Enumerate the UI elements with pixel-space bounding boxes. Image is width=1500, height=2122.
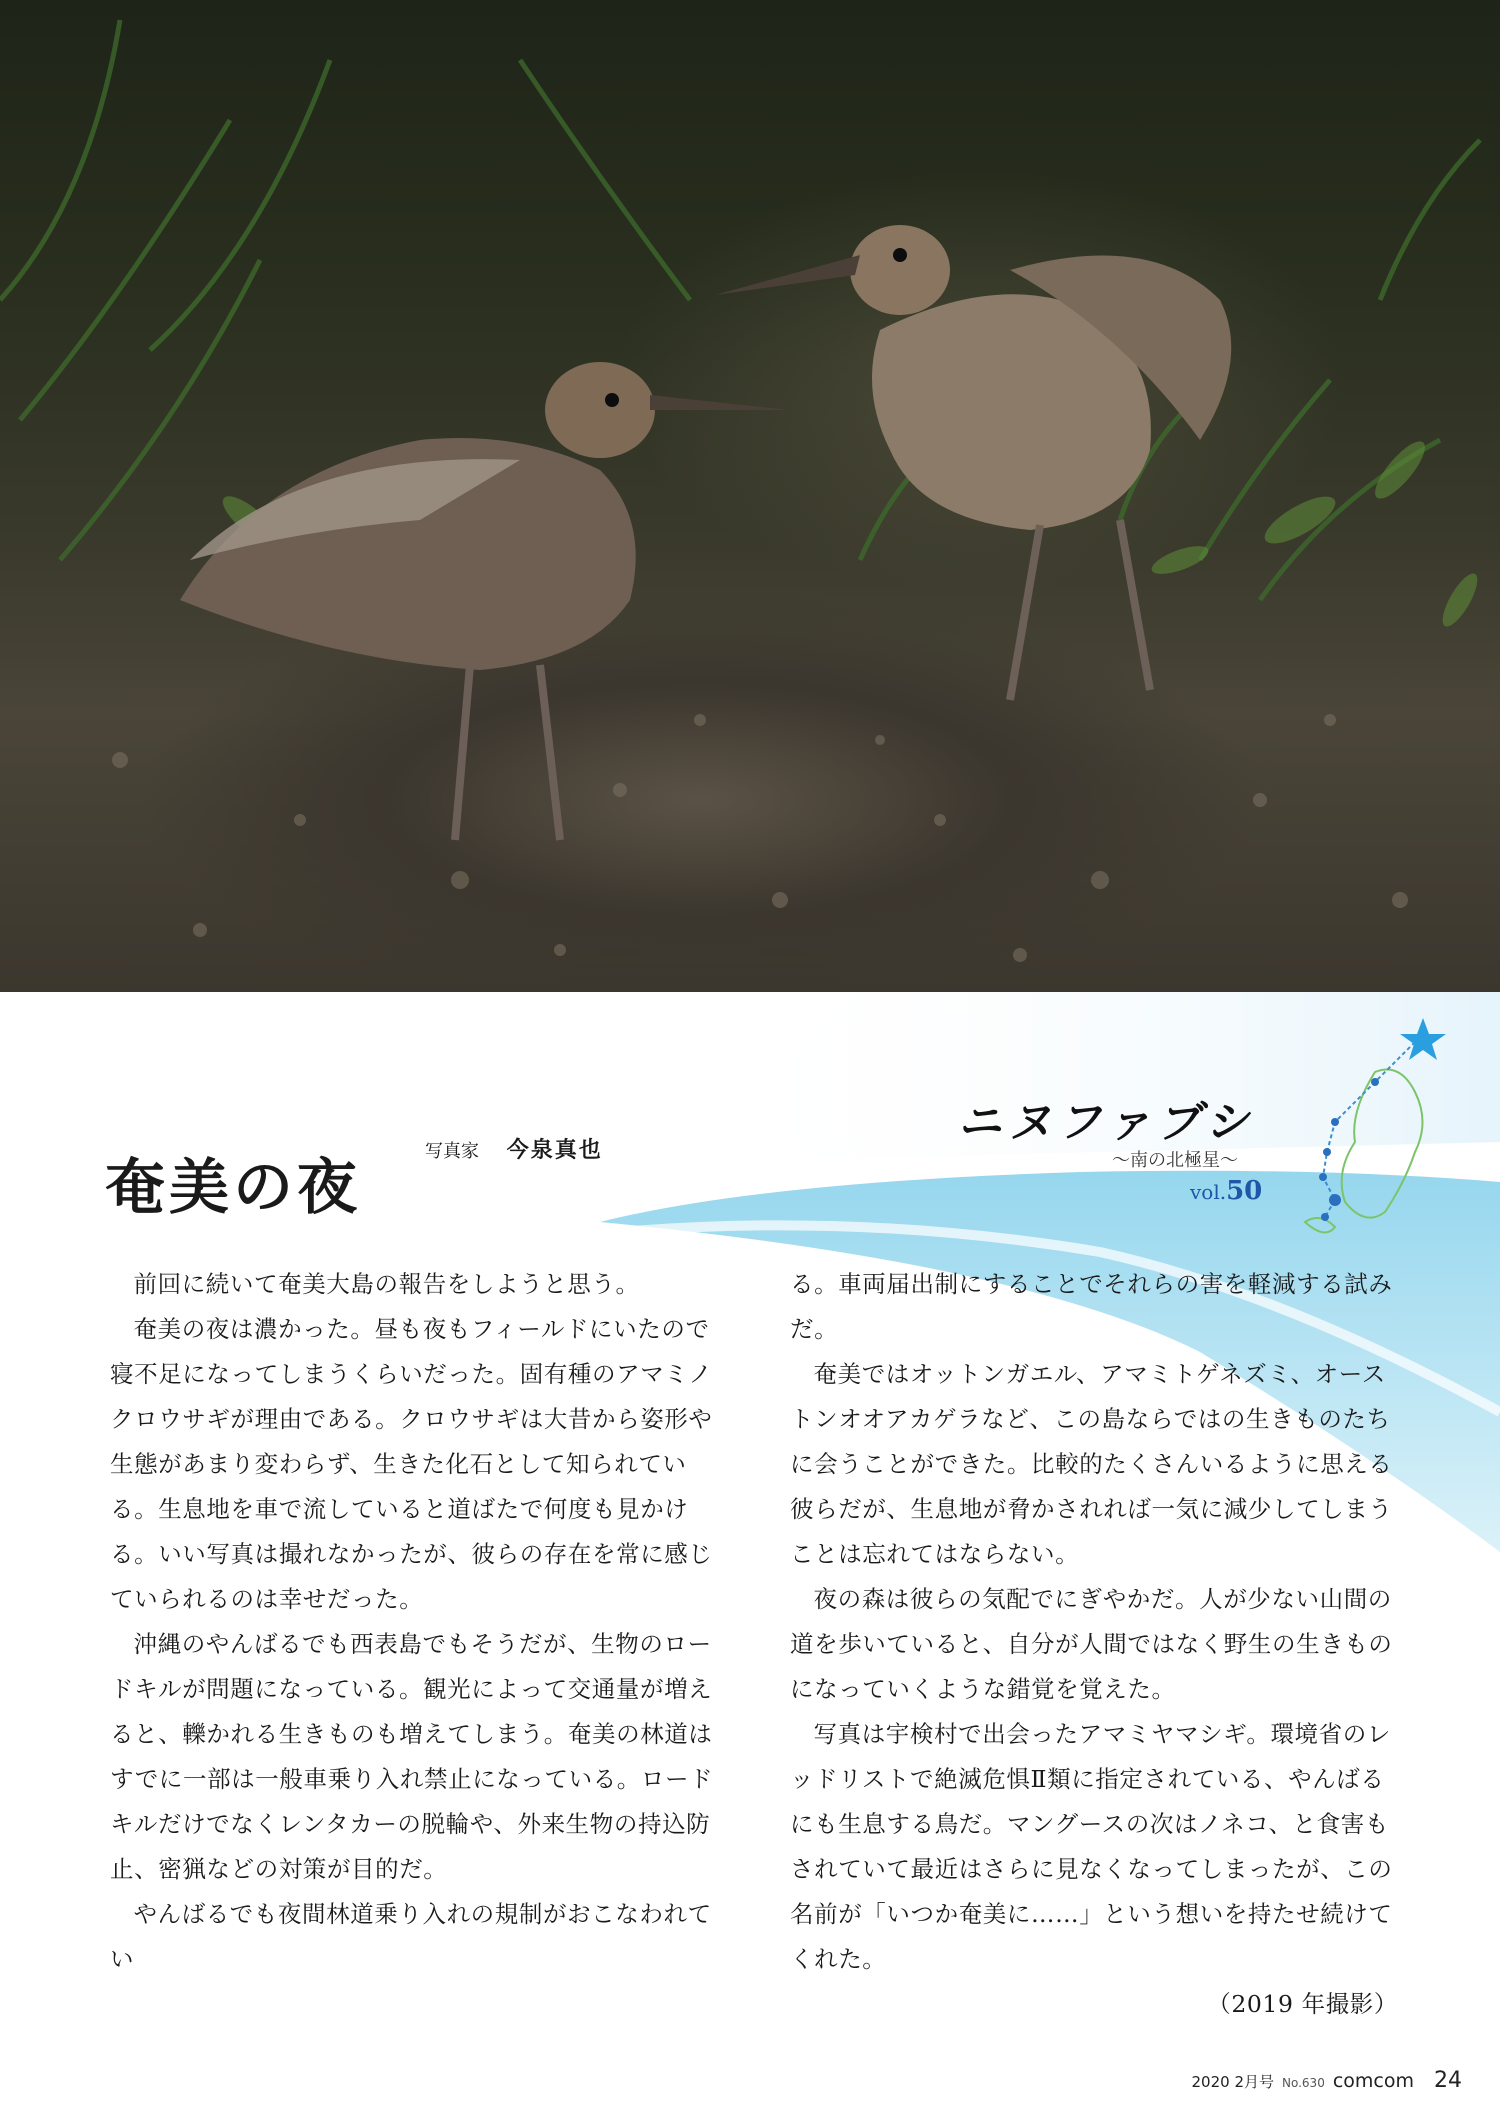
series-volume <box>1190 1176 1262 1206</box>
paragraph: 沖縄のやんばるでも西表島でもそうだが、生物のロードキルが問題になっている。観光によって交通量が増えると、轢かれる生きものも増えてしまう。奄美の林道はすでに一部は一般車乗り入れ禁止になっている。ロードキルだけでなくレンタカーの脱輪や、外来生物の持込防止、密猟などの対策が目的だ。 <box>110 1630 714 1883</box>
right-woodcock <box>715 225 1231 700</box>
paragraph: やんばるでも夜間林道乗り入れの規制がおこなわれてい <box>110 1900 712 1973</box>
photo-year-note: （2019 年撮影） <box>1207 1990 1398 2018</box>
woodcock-photo-illustration <box>0 0 1500 992</box>
article-title: 奄美の夜 <box>105 1153 361 1224</box>
page-number: 24 <box>1434 2068 1462 2093</box>
byline <box>425 1133 603 1164</box>
issue-number: No.630 <box>1282 2076 1325 2090</box>
gravel <box>112 714 1408 962</box>
body-right-column <box>790 1262 1398 2027</box>
paragraph: 奄美ではオットンガエル、アマミトゲネズミ、オーストンオオアカゲラなど、この島ならではの生きものたちに会うことができた。比較的たくさんいるように思える彼らだが、生息地が脅かされれば一気に減少してしまうことは忘れてはならない。 <box>790 1360 1393 1568</box>
island-constellation-map <box>1265 1012 1465 1252</box>
cover-photo <box>0 0 1500 992</box>
paragraph: 夜の森は彼らの気配でにぎやかだ。人が少ない山間の道を歩いていると、自分が人間ではなく野生の生きものになっていくような錯覚を覚えた。 <box>790 1585 1393 1703</box>
series-subtitle: 〜南の北極星〜 <box>1112 1150 1238 1171</box>
star-icon <box>1400 1018 1446 1060</box>
constellation-dots <box>1319 1078 1379 1221</box>
paragraph: 前回に続いて奄美大島の報告をしようと思う。 <box>133 1270 640 1298</box>
byline-role: 写真家 <box>425 1141 479 1162</box>
issue-date: 2020 2月号 <box>1191 2073 1274 2091</box>
magazine-name: comcom <box>1332 2070 1414 2092</box>
page-footer <box>1192 2068 1463 2093</box>
grass-blades <box>0 20 1480 600</box>
body-left-column <box>110 1262 718 1982</box>
paragraph-continued: る。車両届出制にすることでそれらの害を軽減する試みだ。 <box>790 1270 1393 1343</box>
paragraph: 写真は宇検村で出会ったアマミヤマシギ。環境省のレッドリストで絶滅危惧Ⅱ類に指定されている、やんばるにも生息する鳥だ。マングースの次はノネコ、と食害もされていて最近はさらに見なくなってしまったが、この名前が「いつか奄美に……」という想いを持たせ続けてくれた。 <box>790 1720 1393 1973</box>
volume-number: 50 <box>1226 1176 1263 1206</box>
volume-prefix: vol. <box>1190 1180 1227 1204</box>
paragraph: 奄美の夜は濃かった。昼も夜もフィールドにいたので寝不足になってしまうくらいだった。固有種のアマミノクロウサギが理由である。クロウサギは大昔から姿形や生態があまり変わらず、生きた化石として知られている。生息地を車で流していると道ばたで何度も見かける。いい写真は撮れなかったが、彼らの存在を常に感じていられるのは幸せだった。 <box>110 1315 713 1613</box>
left-woodcock <box>180 362 790 840</box>
byline-name: 今泉真也 <box>506 1137 603 1163</box>
series-logo <box>955 1086 1282 1206</box>
series-title: ニヌファブシ <box>955 1097 1264 1148</box>
